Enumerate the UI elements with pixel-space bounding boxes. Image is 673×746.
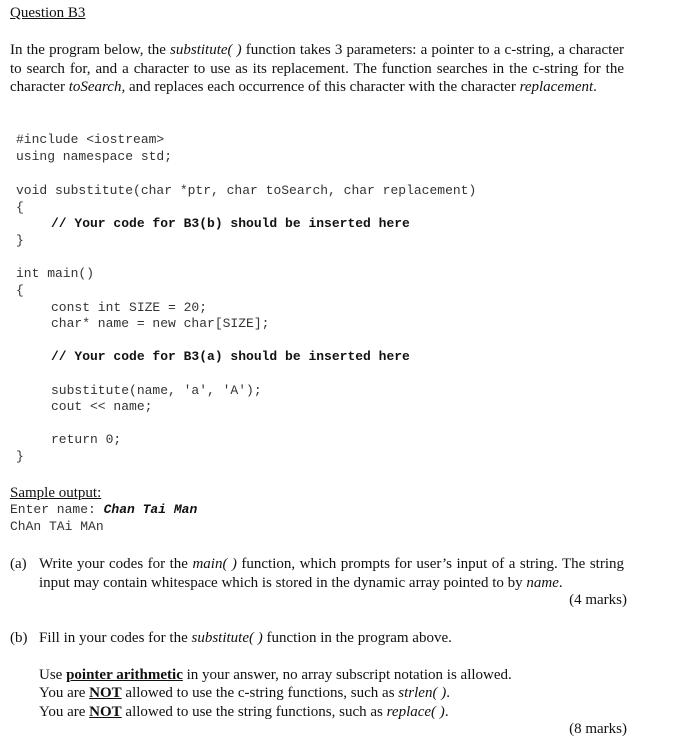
code-line-return: return 0; — [51, 432, 122, 447]
code-line-substitute-signature: void substitute(char *ptr, char toSearch, char replacement) — [16, 183, 477, 198]
code-line-cout: cout << name; — [51, 399, 153, 414]
param-tosearch: toSearch — [68, 79, 122, 95]
question-title: Question B3 — [10, 5, 86, 21]
code-line-include: #include <iostream> — [16, 132, 165, 147]
code-comment-b3a: // Your code for B3(a) should be inserted here — [51, 349, 410, 364]
code-line-close-brace: } — [16, 449, 24, 464]
part-b-rule-no-cstring: You are NOT allowed to use the c-string functions, such as strlen( ). — [39, 685, 450, 701]
code-line-size: const int SIZE = 20; — [51, 300, 208, 315]
sample-output-result: ChAn TAi MAn — [10, 519, 104, 534]
code-line-open-brace: { — [16, 283, 24, 298]
part-a-marks: (4 marks) — [569, 592, 627, 608]
code-line-main: int main() — [16, 266, 95, 281]
sample-output-label: Sample output: — [10, 485, 102, 501]
code-line-namespace: using namespace std; — [16, 149, 173, 164]
part-a-label: (a) — [10, 556, 27, 572]
code-line-substitute-call: substitute(name, 'a', 'A'); — [51, 383, 262, 398]
part-b-label: (b) — [10, 630, 28, 646]
function-name: substitute( ) — [170, 42, 242, 58]
code-comment-b3b: // Your code for B3(b) should be inserted here — [51, 216, 410, 231]
part-b-rule-no-string: You are NOT allowed to use the string functions, such as replace( ). — [39, 704, 449, 720]
code-line-close-brace: } — [16, 233, 24, 248]
sample-input: Chan Tai Man — [103, 502, 198, 517]
part-b-rule-pointer-arithmetic: Use pointer arithmetic in your answer, no array subscript notation is allowed. — [39, 667, 512, 683]
part-a-text: Write your codes for the main( ) function, which prompts for user’s input of a string. The string input may contain whitespace which is stored in the dynamic array pointed to by name. — [39, 556, 624, 591]
question-intro: In the program below, the substitute( ) function takes 3 parameters: a pointer to a c-string, a character to search for, and a character to use as its replacement. The function searches in the c-string for the character toSearch, and replaces each occurrence of this character with the character replacement. — [10, 42, 624, 95]
code-line-open-brace: { — [16, 200, 24, 215]
part-b-text: Fill in your codes for the substitute( ) function in the program above. — [39, 630, 452, 646]
sample-output-prompt-line: Enter name: Chan Tai Man — [10, 502, 198, 517]
param-replacement: replacement — [519, 79, 594, 95]
part-b-marks: (8 marks) — [569, 721, 627, 737]
code-line-name-alloc: char* name = new char[SIZE]; — [51, 316, 270, 331]
